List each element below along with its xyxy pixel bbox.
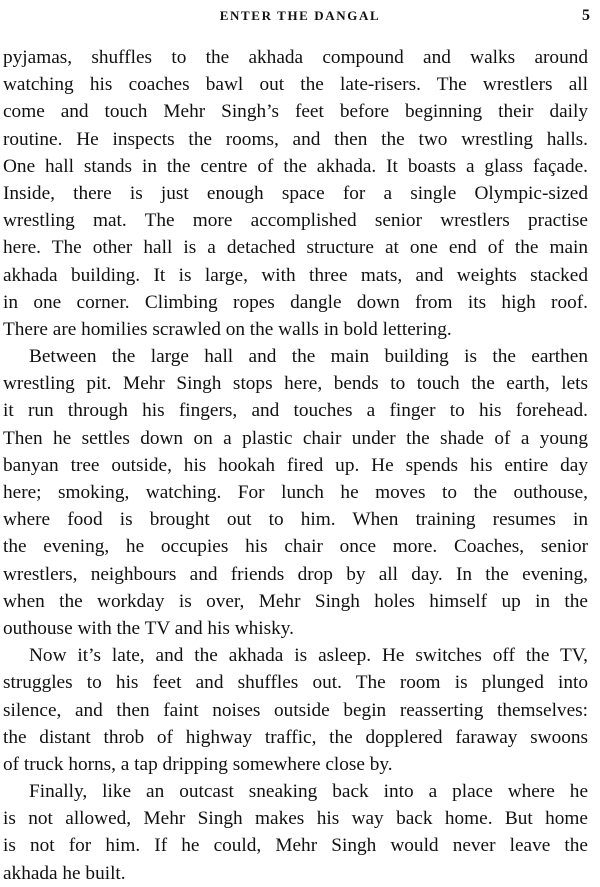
text-line: Then he settles down on a plastic chair under the shade of a young xyxy=(3,427,588,449)
text-line: banyan tree outside, his hookah fired up. He spends his entire day xyxy=(3,454,588,476)
text-line: it run through his fingers, and touches a finger to his forehead. xyxy=(3,400,588,422)
text-line: watching his coaches bawl out the late-risers. The wrestlers all xyxy=(3,74,588,96)
text-line: akhada building. It is large, with three mats, and weights stacked xyxy=(3,264,588,286)
text-line: routine. He inspects the rooms, and then the two wrestling halls. xyxy=(3,128,588,150)
text-line: One hall stands in the centre of the akhada. It boasts a glass façade. xyxy=(3,155,588,177)
text-line: in one corner. Climbing ropes dangle down from its high roof. xyxy=(3,291,588,313)
text-line: the evening, he occupies his chair once more. Coaches, senior xyxy=(3,536,588,558)
text-line: the distant throb of highway traffic, the dopplered faraway swoons xyxy=(3,726,588,748)
text-line: outhouse with the TV and his whisky. xyxy=(3,617,294,639)
paragraph xyxy=(3,778,588,887)
body-text xyxy=(3,44,588,887)
text-line: akhada he built. xyxy=(3,862,126,884)
running-head xyxy=(0,5,600,27)
text-line: where food is brought out to him. When training resumes in xyxy=(3,509,588,531)
text-line: when the workday is over, Mehr Singh holes himself up in the xyxy=(3,590,588,612)
text-line: struggles to his feet and shuffles out. The room is plunged into xyxy=(3,672,588,694)
paragraph xyxy=(3,44,588,343)
text-line: silence, and then faint noises outside begin reasserting themselves: xyxy=(3,699,588,721)
text-line: Inside, there is just enough space for a single Olympic-sized xyxy=(3,182,588,204)
text-line: is not allowed, Mehr Singh makes his way back home. But home xyxy=(3,808,588,830)
text-line: here. The other hall is a detached structure at one end of the main xyxy=(3,237,588,259)
page-number: 5 xyxy=(582,7,590,24)
text-line: Finally, like an outcast sneaking back into a place where he xyxy=(29,781,588,803)
text-line: wrestling pit. Mehr Singh stops here, bends to touch the earth, lets xyxy=(3,373,588,395)
paragraph xyxy=(3,642,588,778)
text-line: of truck horns, a tap dripping somewhere close by. xyxy=(3,753,393,775)
text-line: Between the large hall and the main building is the earthen xyxy=(29,346,588,368)
text-line: is not for him. If he could, Mehr Singh would never leave the xyxy=(3,835,588,857)
text-line: come and touch Mehr Singh’s feet before beginning their daily xyxy=(3,101,588,123)
text-line: wrestlers, neighbours and friends drop by all day. In the evening, xyxy=(3,563,588,585)
text-line: here; smoking, watching. For lunch he moves to the outhouse, xyxy=(3,482,588,503)
running-title: ENTER THE DANGAL xyxy=(219,8,381,23)
text-line: pyjamas, shuffles to the akhada compound and walks around xyxy=(3,47,588,68)
paragraph xyxy=(3,343,588,642)
text-line: wrestling mat. The more accomplished senior wrestlers practise xyxy=(3,210,588,232)
text-line: Now it’s late, and the akhada is asleep. He switches off the TV, xyxy=(29,645,588,667)
text-line: There are homilies scrawled on the walls in bold lettering. xyxy=(3,318,452,340)
